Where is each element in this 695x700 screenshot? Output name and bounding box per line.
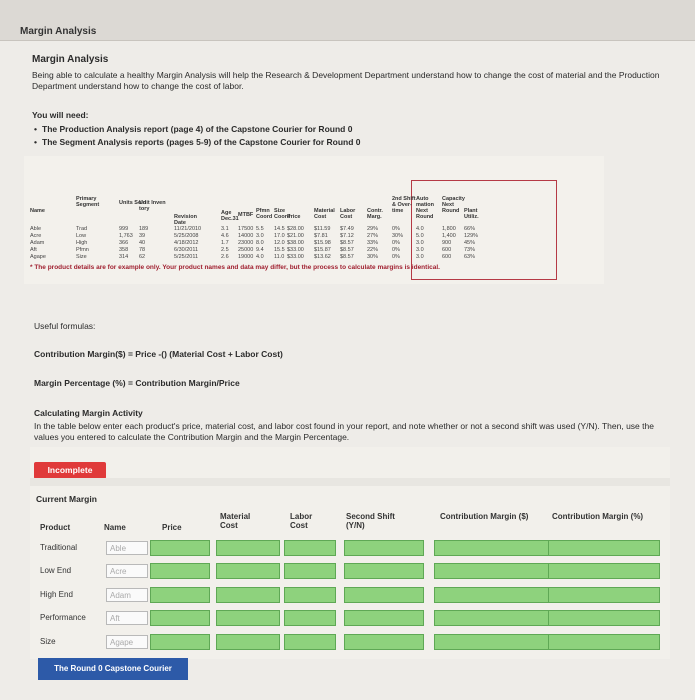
report-cell: 0% [392,247,400,253]
report-header: Contr. Marg. [367,208,383,220]
report-cell: 27% [367,233,379,239]
report-header: 2nd Shift & Over- time [392,196,416,214]
product-label: Low End [40,566,72,575]
header-labor-cost: Labor Cost [290,512,313,530]
name-field: Agape [106,635,148,649]
report-cell: 366 [119,240,129,246]
report-cell: 17500 [238,226,254,232]
report-cell: $8.57 [340,254,354,260]
report-cell: 40 [139,240,146,246]
report-cell: 14.5 [274,226,285,232]
report-cell: 73% [464,247,476,253]
product-label: Performance [40,613,86,622]
report-cell: 600 [442,247,452,253]
report-cell: Able [30,226,42,232]
contribution-margin-pct-input[interactable] [548,540,660,556]
second-shift-input[interactable] [344,587,424,603]
material-cost-input[interactable] [216,540,280,556]
price-input[interactable] [150,634,210,650]
report-header: Auto mation Next Round [416,196,435,220]
second-shift-input[interactable] [344,540,424,556]
report-cell: 19000 [238,254,254,260]
useful-formulas-label: Useful formulas: [34,321,96,331]
report-cell: 3.0 [416,254,424,260]
title-bar [0,0,695,41]
product-label: Traditional [40,543,78,552]
material-cost-input[interactable] [216,587,280,603]
second-shift-input[interactable] [344,563,424,579]
header-contribution-margin: Contribution Margin ($) [440,512,529,521]
report-cell: Adam [30,240,45,246]
name-field: Aft [106,611,148,625]
report-cell: 11/21/2010 [174,226,202,232]
contribution-margin-input[interactable] [434,563,550,579]
report-cell: $38.00 [287,240,304,246]
header-material-cost: Material Cost [220,512,251,530]
report-cell: 5.5 [256,226,264,232]
report-cell: 2.6 [221,254,229,260]
report-cell: 45% [464,240,476,246]
report-cell: 129% [464,233,479,239]
report-cell: 0% [392,240,400,246]
report-cell: 900 [442,240,452,246]
table-header-band [30,478,670,486]
report-header: Size Coord [274,208,291,220]
report-cell: 0% [392,254,400,260]
report-cell: Low [76,233,87,239]
labor-cost-input[interactable] [284,563,336,579]
report-cell: $7.49 [340,226,354,232]
intro-description: Being able to calculate a healthy Margin Analysis will help the Research & Development Department understand how to change the cost of material and the Production Department understand how to change the cost of labor. [32,70,660,91]
report-cell: 358 [119,247,129,253]
report-cell: 39 [139,233,146,239]
report-cell: $7.81 [314,233,328,239]
report-cell: 12.0 [274,240,285,246]
report-cell: 62 [139,254,146,260]
contribution-margin-pct-input[interactable] [548,563,660,579]
report-note: * The product details are for example only. Your product names and data may differ, but the process to calculate margins is identical. [30,264,440,271]
report-cell: Acre [30,233,42,239]
report-cell: $33.00 [287,254,304,260]
labor-cost-input[interactable] [284,540,336,556]
report-cell: 30% [367,254,379,260]
contribution-margin-input[interactable] [434,610,550,626]
product-label: Size [40,637,56,646]
report-cell: 999 [119,226,129,232]
window-title: Margin Analysis [20,26,97,37]
report-cell: 600 [442,254,452,260]
header-second-shift: Second Shift (Y/N) [346,512,395,530]
report-cell: 1,400 [442,233,456,239]
report-cell: 314 [119,254,129,260]
contribution-margin-pct-input[interactable] [548,634,660,650]
report-cell: 17.0 [274,233,285,239]
table-section-title: Current Margin [36,494,97,504]
report-cell: 1,763 [119,233,133,239]
report-cell: Aft [30,247,37,253]
report-header: Labor Cost [340,208,356,220]
report-cell: $8.57 [340,247,354,253]
material-cost-input[interactable] [216,563,280,579]
contribution-margin-input[interactable] [434,587,550,603]
you-will-need-label: You will need: [32,110,89,120]
report-header: MTBF [238,212,254,218]
report-cell: $13.62 [314,254,331,260]
report-cell: Trad [76,226,88,232]
name-field: Able [106,541,148,555]
report-cell: 189 [139,226,149,232]
second-shift-input[interactable] [344,610,424,626]
report-header: Capacity Next Round [442,196,465,214]
section-heading: Margin Analysis [32,54,109,65]
report-cell: 25000 [238,247,254,253]
header-name: Name [104,523,126,532]
report-cell: 4.0 [416,226,424,232]
need-item: • The Production Analysis report (page 4) of the Capstone Courier for Round 0 [34,124,353,134]
report-cell: 11.0 [274,254,285,260]
report-cell: 30% [392,233,404,239]
report-header: Name [30,208,45,214]
report-cell: Size [76,254,87,260]
report-cell: 33% [367,240,379,246]
activity-title: Calculating Margin Activity [34,408,143,418]
report-cell: $7.12 [340,233,354,239]
report-cell: $8.57 [340,240,354,246]
header-price: Price [162,523,182,532]
report-header: Material Cost [314,208,335,220]
report-cell: Agape [30,254,46,260]
report-header: Unit Inven tory [139,200,166,212]
report-cell: 0% [392,226,400,232]
name-field: Acre [106,564,148,578]
report-cell: 4.6 [221,233,229,239]
report-cell: $15.87 [314,247,331,253]
report-cell: Pfmn [76,247,89,253]
report-cell: $21.00 [287,233,304,239]
report-header: Age Dec.31 [221,210,239,222]
report-cell: 15.5 [274,247,285,253]
labor-cost-input[interactable] [284,610,336,626]
report-cell: High [76,240,88,246]
report-cell: 5/25/2011 [174,254,199,260]
report-cell: 5/25/2008 [174,233,199,239]
need-item: • The Segment Analysis reports (pages 5-9) of the Capstone Courier for Round 0 [34,137,361,147]
report-cell: 63% [464,254,476,260]
report-cell: 4.0 [256,254,264,260]
price-input[interactable] [150,610,210,626]
report-cell: $28.00 [287,226,304,232]
material-cost-input[interactable] [216,610,280,626]
report-cell: 3.0 [416,240,424,246]
report-cell: 14000 [238,233,254,239]
report-cell: 29% [367,226,379,232]
contribution-margin-pct-input[interactable] [548,610,660,626]
report-cell: 9.4 [256,247,264,253]
report-cell: $11.59 [314,226,331,232]
capstone-courier-button[interactable]: The Round 0 Capstone Courier [38,658,188,680]
report-cell: 66% [464,226,476,232]
material-cost-input[interactable] [216,634,280,650]
price-input[interactable] [150,563,210,579]
report-cell: 1,800 [442,226,456,232]
report-header: Primary Segment [76,196,100,208]
report-cell: $15.98 [314,240,331,246]
status-badge: Incomplete [34,462,106,479]
labor-cost-input[interactable] [284,587,336,603]
contribution-margin-pct-input[interactable] [548,587,660,603]
report-cell: 2.5 [221,247,229,253]
formula-margin-percentage: Margin Percentage (%) = Contribution Margin/Price [34,378,240,388]
price-input[interactable] [150,587,210,603]
report-header: Revision Date [174,214,197,226]
report-header: Plant Utiliz. [464,208,479,220]
report-cell: 4/18/2012 [174,240,199,246]
report-cell: 1.7 [221,240,229,246]
report-cell: 23000 [238,240,254,246]
report-cell: 3.1 [221,226,229,232]
name-field: Adam [106,588,148,602]
report-cell: 78 [139,247,146,253]
production-report-image [24,156,604,284]
second-shift-input[interactable] [344,634,424,650]
labor-cost-input[interactable] [284,634,336,650]
formula-contribution-margin: Contribution Margin($) = Price -() (Material Cost + Labor Cost) [34,349,283,359]
report-cell: 3.0 [256,233,264,239]
header-contribution-margin-pct: Contribution Margin (%) [552,512,644,521]
header-product: Product [40,523,71,532]
product-label: High End [40,590,73,599]
price-input[interactable] [150,540,210,556]
report-cell: $33.00 [287,247,304,253]
report-cell: 8.0 [256,240,264,246]
report-header: Price [287,214,301,220]
activity-instructions: In the table below enter each product's price, material cost, and labor cost found in your report, and note whether or not a second shift was used (Y/N). Then, use the values you entered to calculate the Contribution Margin and the Margin Percentage. [34,421,654,442]
contribution-margin-input[interactable] [434,634,550,650]
report-cell: 6/30/2011 [174,247,199,253]
report-cell: 3.0 [416,247,424,253]
report-cell: 22% [367,247,379,253]
contribution-margin-input[interactable] [434,540,550,556]
report-cell: 5.0 [416,233,424,239]
report-header: Pfmn Coord [256,208,273,220]
report-header: Units Sold [119,200,147,206]
